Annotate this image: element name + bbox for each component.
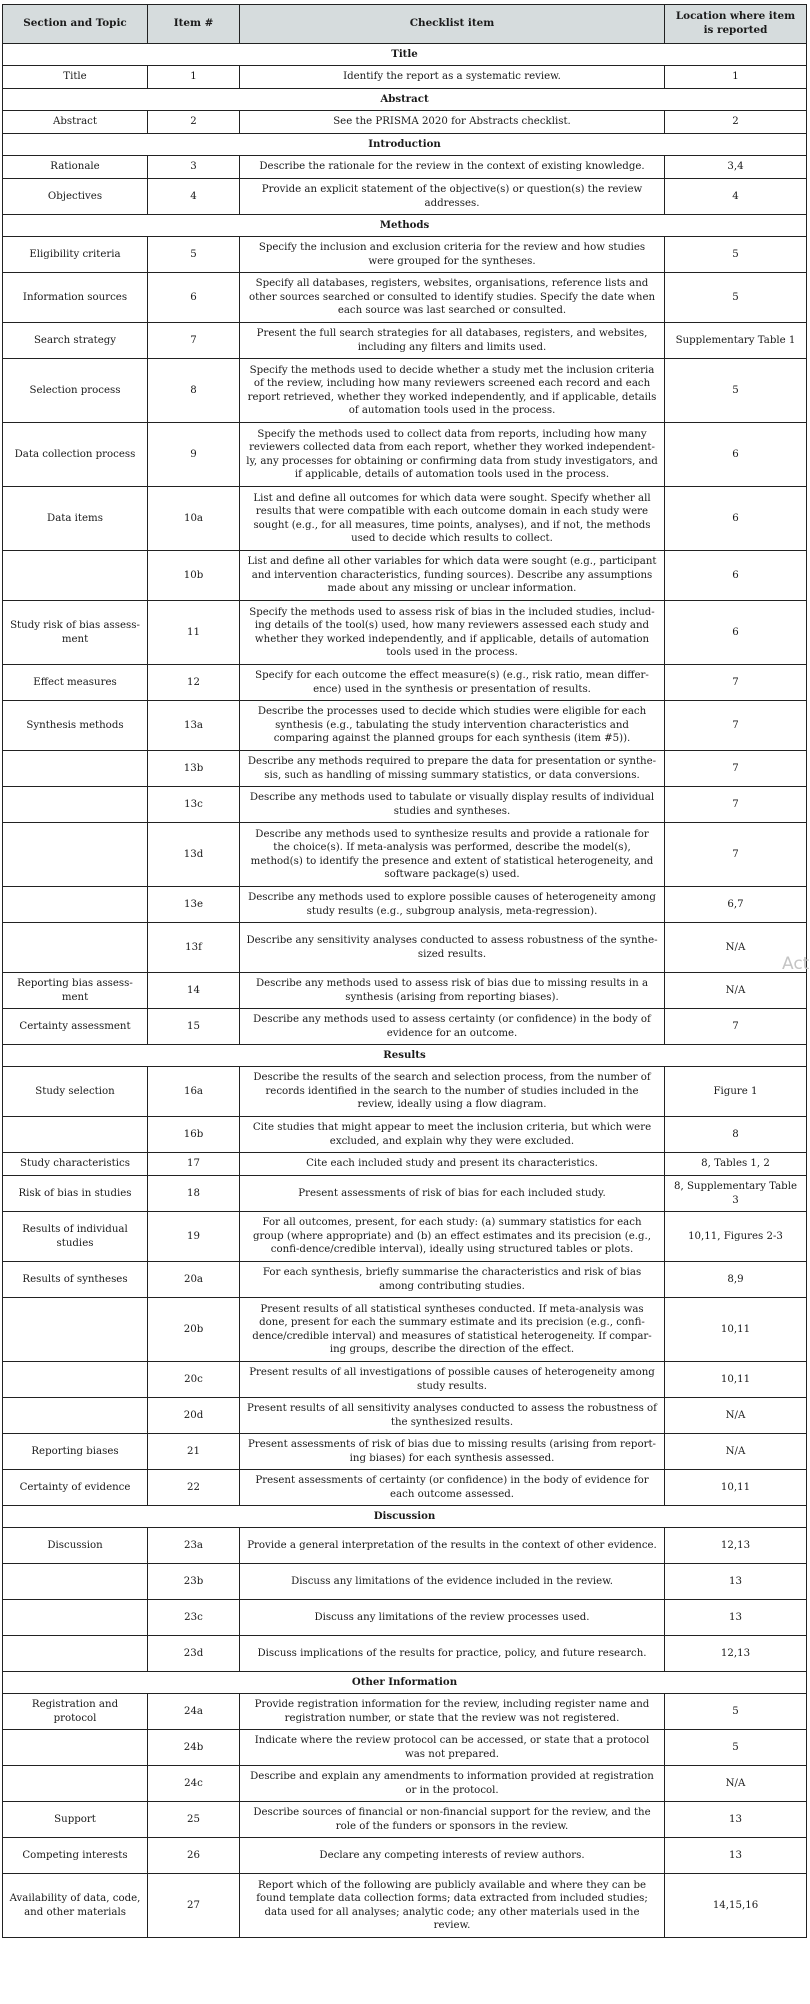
location-cell: 7 [665, 787, 807, 823]
item-number-cell: 3 [148, 156, 240, 179]
checklist-item-cell: Declare any competing interests of review authors. [240, 1838, 665, 1874]
table-row [3, 359, 807, 423]
table-row [3, 1176, 807, 1212]
item-number-cell: 20b [148, 1298, 240, 1362]
location-cell: 7 [665, 751, 807, 787]
checklist-item-cell: Describe any methods required to prepare the data for presentation or synthe-sis, such as handling of missing summary statistics, or data conversions. [240, 751, 665, 787]
table-row [3, 551, 807, 601]
checklist-item-cell: Describe the processes used to decide which studies were eligible for each synthesis (e.g., tabulating the study intervention characteristics and comparing against the planned groups for each synthesis (item #5)). [240, 701, 665, 751]
section-title: Discussion [3, 1506, 807, 1528]
table-row [3, 1874, 807, 1938]
item-number-cell: 16a [148, 1067, 240, 1117]
item-number-cell: 24b [148, 1730, 240, 1766]
checklist-item-cell: Describe sources of financial or non-financial support for the review, and the role of the funders or sponsors in the review. [240, 1802, 665, 1838]
topic-cell: Effect measures [3, 665, 148, 701]
item-number-cell: 20c [148, 1362, 240, 1398]
item-number-cell: 15 [148, 1009, 240, 1045]
table-row [3, 1009, 807, 1045]
location-cell: 6,7 [665, 887, 807, 923]
location-cell: 10,11 [665, 1362, 807, 1398]
location-cell: N/A [665, 923, 807, 973]
location-cell: Figure 1 [665, 1067, 807, 1117]
table-row [3, 1117, 807, 1153]
item-number-cell: 13c [148, 787, 240, 823]
checklist-item-cell: Cite studies that might appear to meet the inclusion criteria, but which were excluded, and explain why they were excluded. [240, 1117, 665, 1153]
topic-cell [3, 1564, 148, 1600]
checklist-item-cell: Provide an explicit statement of the objective(s) or question(s) the review addresses. [240, 179, 665, 215]
table-row [3, 1730, 807, 1766]
checklist-item-cell: Discuss any limitations of the evidence included in the review. [240, 1564, 665, 1600]
table-row [3, 1298, 807, 1362]
checklist-item-cell: Describe any methods used to explore possible causes of heterogeneity among study results (e.g., subgroup analysis, meta-regression). [240, 887, 665, 923]
location-cell: 10,11 [665, 1298, 807, 1362]
header-row [3, 5, 807, 44]
topic-cell [3, 1298, 148, 1362]
topic-cell [3, 1117, 148, 1153]
location-cell: 6 [665, 601, 807, 665]
header-checklist-item: Checklist item [240, 5, 665, 44]
table-row [3, 1262, 807, 1298]
table-row [3, 1398, 807, 1434]
section-title: Other Information [3, 1672, 807, 1694]
table-row [3, 701, 807, 751]
item-number-cell: 13d [148, 823, 240, 887]
activate-windows-watermark: Act [782, 954, 810, 974]
checklist-item-cell: Indicate where the review protocol can be accessed, or state that a protocol was not prepared. [240, 1730, 665, 1766]
checklist-item-cell: Report which of the following are publicly available and where they can be found template data collection forms; data extracted from included studies; data used for all analyses; analytic code; any other materials used in the review. [240, 1874, 665, 1938]
checklist-item-cell: Describe the rationale for the review in the context of existing knowledge. [240, 156, 665, 179]
item-number-cell: 21 [148, 1434, 240, 1470]
table-row [3, 1838, 807, 1874]
location-cell: 7 [665, 823, 807, 887]
section-row [3, 89, 807, 111]
location-cell: 6 [665, 423, 807, 487]
topic-cell [3, 1766, 148, 1802]
topic-cell: Results of individual studies [3, 1212, 148, 1262]
table-row [3, 665, 807, 701]
location-cell: 5 [665, 1730, 807, 1766]
location-cell: 6 [665, 487, 807, 551]
item-number-cell: 23b [148, 1564, 240, 1600]
header-section-topic: Section and Topic [3, 5, 148, 44]
prisma-checklist-table [2, 4, 807, 1938]
table-row [3, 273, 807, 323]
location-cell: 13 [665, 1564, 807, 1600]
topic-cell [3, 751, 148, 787]
table-row [3, 601, 807, 665]
location-cell: 6 [665, 551, 807, 601]
location-cell: 7 [665, 701, 807, 751]
table-row [3, 237, 807, 273]
topic-cell [3, 887, 148, 923]
topic-cell: Study selection [3, 1067, 148, 1117]
checklist-item-cell: Present results of all investigations of possible causes of heterogeneity among study results. [240, 1362, 665, 1398]
topic-cell: Support [3, 1802, 148, 1838]
checklist-item-cell: Cite each included study and present its characteristics. [240, 1153, 665, 1176]
checklist-item-cell: Describe any methods used to tabulate or visually display results of individual studies and syntheses. [240, 787, 665, 823]
header-item-number: Item # [148, 5, 240, 44]
item-number-cell: 17 [148, 1153, 240, 1176]
topic-cell: Study characteristics [3, 1153, 148, 1176]
item-number-cell: 5 [148, 237, 240, 273]
topic-cell [3, 551, 148, 601]
table-body [3, 44, 807, 1938]
table-row [3, 156, 807, 179]
section-row [3, 215, 807, 237]
location-cell: 4 [665, 179, 807, 215]
table-row [3, 1528, 807, 1564]
table-row [3, 1802, 807, 1838]
location-cell: 7 [665, 665, 807, 701]
checklist-item-cell: Describe any methods used to assess certainty (or confidence) in the body of evidence for an outcome. [240, 1009, 665, 1045]
item-number-cell: 23c [148, 1600, 240, 1636]
table-row [3, 1600, 807, 1636]
location-cell: 7 [665, 1009, 807, 1045]
topic-cell: Eligibility criteria [3, 237, 148, 273]
table-row [3, 487, 807, 551]
item-number-cell: 23a [148, 1528, 240, 1564]
section-row [3, 134, 807, 156]
item-number-cell: 13b [148, 751, 240, 787]
checklist-item-cell: For each synthesis, briefly summarise the characteristics and risk of bias among contributing studies. [240, 1262, 665, 1298]
checklist-item-cell: Specify the methods used to assess risk of bias in the included studies, includ-ing details of the tool(s) used, how many reviewers assessed each study and whether they worked independently, and if applicable, details of automation tools used in the process. [240, 601, 665, 665]
item-number-cell: 24a [148, 1694, 240, 1730]
section-row [3, 1045, 807, 1067]
table-row [3, 66, 807, 89]
topic-cell: Results of syntheses [3, 1262, 148, 1298]
table-row [3, 973, 807, 1009]
section-title: Abstract [3, 89, 807, 111]
topic-cell [3, 787, 148, 823]
location-cell: 3,4 [665, 156, 807, 179]
checklist-item-cell: Describe any methods used to synthesize results and provide a rationale for the choice(s). If meta-analysis was performed, describe the model(s), method(s) to identify the presence and extent of statistical heterogeneity, and software package(s) used. [240, 823, 665, 887]
topic-cell [3, 1600, 148, 1636]
topic-cell [3, 1636, 148, 1672]
checklist-item-cell: Provide registration information for the review, including register name and registration number, or state that the review was not registered. [240, 1694, 665, 1730]
location-cell: 8,9 [665, 1262, 807, 1298]
checklist-item-cell: Describe and explain any amendments to information provided at registration or in the protocol. [240, 1766, 665, 1802]
checklist-item-cell: Specify for each outcome the effect measure(s) (e.g., risk ratio, mean differ-ence) used in the synthesis or presentation of results. [240, 665, 665, 701]
location-cell: 8, Tables 1, 2 [665, 1153, 807, 1176]
topic-cell [3, 923, 148, 973]
topic-cell: Risk of bias in studies [3, 1176, 148, 1212]
section-title: Introduction [3, 134, 807, 156]
item-number-cell: 2 [148, 111, 240, 134]
item-number-cell: 13a [148, 701, 240, 751]
location-cell: 13 [665, 1802, 807, 1838]
item-number-cell: 13f [148, 923, 240, 973]
table-row [3, 1362, 807, 1398]
table-row [3, 1153, 807, 1176]
header-location: Location where item is reported [665, 5, 807, 44]
location-cell: Supplementary Table 1 [665, 323, 807, 359]
topic-cell [3, 823, 148, 887]
topic-cell: Certainty of evidence [3, 1470, 148, 1506]
item-number-cell: 9 [148, 423, 240, 487]
checklist-item-cell: For all outcomes, present, for each study: (a) summary statistics for each group (where appropriate) and (b) an effect estimates and its precision (e.g., confi-dence/credible interval), ideally using structured tables or plots. [240, 1212, 665, 1262]
table-row [3, 751, 807, 787]
table-row [3, 423, 807, 487]
item-number-cell: 22 [148, 1470, 240, 1506]
table-row [3, 1067, 807, 1117]
checklist-item-cell: See the PRISMA 2020 for Abstracts checklist. [240, 111, 665, 134]
table-row [3, 1766, 807, 1802]
location-cell: 8, Supplementary Table 3 [665, 1176, 807, 1212]
table-row [3, 1212, 807, 1262]
table-row [3, 111, 807, 134]
checklist-item-cell: Specify all databases, registers, websites, organisations, reference lists and other sources searched or consulted to identify studies. Specify the date when each source was last searched or consulted. [240, 273, 665, 323]
table-row [3, 1470, 807, 1506]
item-number-cell: 26 [148, 1838, 240, 1874]
section-title: Methods [3, 215, 807, 237]
topic-cell [3, 1362, 148, 1398]
checklist-item-cell: Describe the results of the search and selection process, from the number of records identified in the search to the number of studies included in the review, ideally using a flow diagram. [240, 1067, 665, 1117]
location-cell: N/A [665, 1434, 807, 1470]
section-row [3, 44, 807, 66]
item-number-cell: 8 [148, 359, 240, 423]
location-cell: N/A [665, 973, 807, 1009]
table-row [3, 787, 807, 823]
item-number-cell: 4 [148, 179, 240, 215]
checklist-item-cell: Present results of all statistical syntheses conducted. If meta-analysis was done, present for each the summary estimate and its precision (e.g., confi-dence/credible interval) and measures of statistical heterogeneity. If compar-ing groups, describe the direction of the effect. [240, 1298, 665, 1362]
topic-cell: Certainty assessment [3, 1009, 148, 1045]
topic-cell: Information sources [3, 273, 148, 323]
checklist-item-cell: Identify the report as a systematic review. [240, 66, 665, 89]
section-row [3, 1506, 807, 1528]
topic-cell: Search strategy [3, 323, 148, 359]
topic-cell [3, 1398, 148, 1434]
item-number-cell: 10a [148, 487, 240, 551]
table-row [3, 1434, 807, 1470]
topic-cell: Reporting biases [3, 1434, 148, 1470]
topic-cell: Availability of data, code, and other materials [3, 1874, 148, 1938]
location-cell: 5 [665, 359, 807, 423]
topic-cell: Synthesis methods [3, 701, 148, 751]
location-cell: 5 [665, 1694, 807, 1730]
location-cell: N/A [665, 1766, 807, 1802]
table-row [3, 823, 807, 887]
table-row [3, 1694, 807, 1730]
topic-cell: Selection process [3, 359, 148, 423]
item-number-cell: 18 [148, 1176, 240, 1212]
checklist-item-cell: Present assessments of certainty (or confidence) in the body of evidence for each outcome assessed. [240, 1470, 665, 1506]
item-number-cell: 27 [148, 1874, 240, 1938]
location-cell: 2 [665, 111, 807, 134]
checklist-item-cell: Specify the methods used to collect data from reports, including how many reviewers collected data from each report, whether they worked independent-ly, any processes for obtaining or confirming data from study investigators, and if applicable, details of automation tools used in the process. [240, 423, 665, 487]
topic-cell: Rationale [3, 156, 148, 179]
topic-cell: Reporting bias assess-ment [3, 973, 148, 1009]
table-row [3, 887, 807, 923]
item-number-cell: 14 [148, 973, 240, 1009]
table-row [3, 179, 807, 215]
item-number-cell: 12 [148, 665, 240, 701]
location-cell: 10,11, Figures 2-3 [665, 1212, 807, 1262]
checklist-item-cell: Discuss implications of the results for practice, policy, and future research. [240, 1636, 665, 1672]
checklist-item-cell: Discuss any limitations of the review processes used. [240, 1600, 665, 1636]
checklist-item-cell: Describe any sensitivity analyses conducted to assess robustness of the synthe-sized results. [240, 923, 665, 973]
item-number-cell: 16b [148, 1117, 240, 1153]
topic-cell: Data collection process [3, 423, 148, 487]
topic-cell: Data items [3, 487, 148, 551]
topic-cell: Competing interests [3, 1838, 148, 1874]
location-cell: 12,13 [665, 1636, 807, 1672]
topic-cell: Registration and protocol [3, 1694, 148, 1730]
table-row [3, 1564, 807, 1600]
section-row [3, 1672, 807, 1694]
checklist-item-cell: Present assessments of risk of bias due to missing results (arising from report-ing biases) for each synthesis assessed. [240, 1434, 665, 1470]
item-number-cell: 25 [148, 1802, 240, 1838]
checklist-item-cell: Present assessments of risk of bias for each included study. [240, 1176, 665, 1212]
section-title: Title [3, 44, 807, 66]
topic-cell [3, 1730, 148, 1766]
checklist-item-cell: List and define all outcomes for which data were sought. Specify whether all results that were compatible with each outcome domain in each study were sought (e.g., for all measures, time points, analyses), and if not, the methods used to decide which results to collect. [240, 487, 665, 551]
item-number-cell: 20d [148, 1398, 240, 1434]
item-number-cell: 20a [148, 1262, 240, 1298]
topic-cell: Objectives [3, 179, 148, 215]
checklist-item-cell: List and define all other variables for which data were sought (e.g., participant and intervention characteristics, funding sources). Describe any assumptions made about any missing or unclear information. [240, 551, 665, 601]
item-number-cell: 11 [148, 601, 240, 665]
item-number-cell: 1 [148, 66, 240, 89]
checklist-item-cell: Provide a general interpretation of the results in the context of other evidence. [240, 1528, 665, 1564]
location-cell: 12,13 [665, 1528, 807, 1564]
checklist-item-cell: Specify the methods used to decide whether a study met the inclusion criteria of the review, including how many reviewers screened each record and each report retrieved, whether they worked independently, and if applicable, details of automation tools used in the process. [240, 359, 665, 423]
checklist-item-cell: Present results of all sensitivity analyses conducted to assess the robustness of the synthesized results. [240, 1398, 665, 1434]
topic-cell: Title [3, 66, 148, 89]
location-cell: 5 [665, 237, 807, 273]
item-number-cell: 19 [148, 1212, 240, 1262]
item-number-cell: 7 [148, 323, 240, 359]
location-cell: 8 [665, 1117, 807, 1153]
location-cell: 1 [665, 66, 807, 89]
location-cell: 13 [665, 1838, 807, 1874]
item-number-cell: 10b [148, 551, 240, 601]
location-cell: 5 [665, 273, 807, 323]
topic-cell: Abstract [3, 111, 148, 134]
checklist-item-cell: Specify the inclusion and exclusion criteria for the review and how studies were grouped for the syntheses. [240, 237, 665, 273]
location-cell: 13 [665, 1600, 807, 1636]
item-number-cell: 13e [148, 887, 240, 923]
location-cell: 10,11 [665, 1470, 807, 1506]
section-title: Results [3, 1045, 807, 1067]
location-cell: N/A [665, 1398, 807, 1434]
item-number-cell: 23d [148, 1636, 240, 1672]
checklist-item-cell: Describe any methods used to assess risk of bias due to missing results in a synthesis (arising from reporting biases). [240, 973, 665, 1009]
location-cell: 14,15,16 [665, 1874, 807, 1938]
table-row [3, 923, 807, 973]
checklist-item-cell: Present the full search strategies for all databases, registers, and websites, including any filters and limits used. [240, 323, 665, 359]
table-row [3, 1636, 807, 1672]
item-number-cell: 6 [148, 273, 240, 323]
table-row [3, 323, 807, 359]
topic-cell: Discussion [3, 1528, 148, 1564]
item-number-cell: 24c [148, 1766, 240, 1802]
topic-cell: Study risk of bias assess-ment [3, 601, 148, 665]
